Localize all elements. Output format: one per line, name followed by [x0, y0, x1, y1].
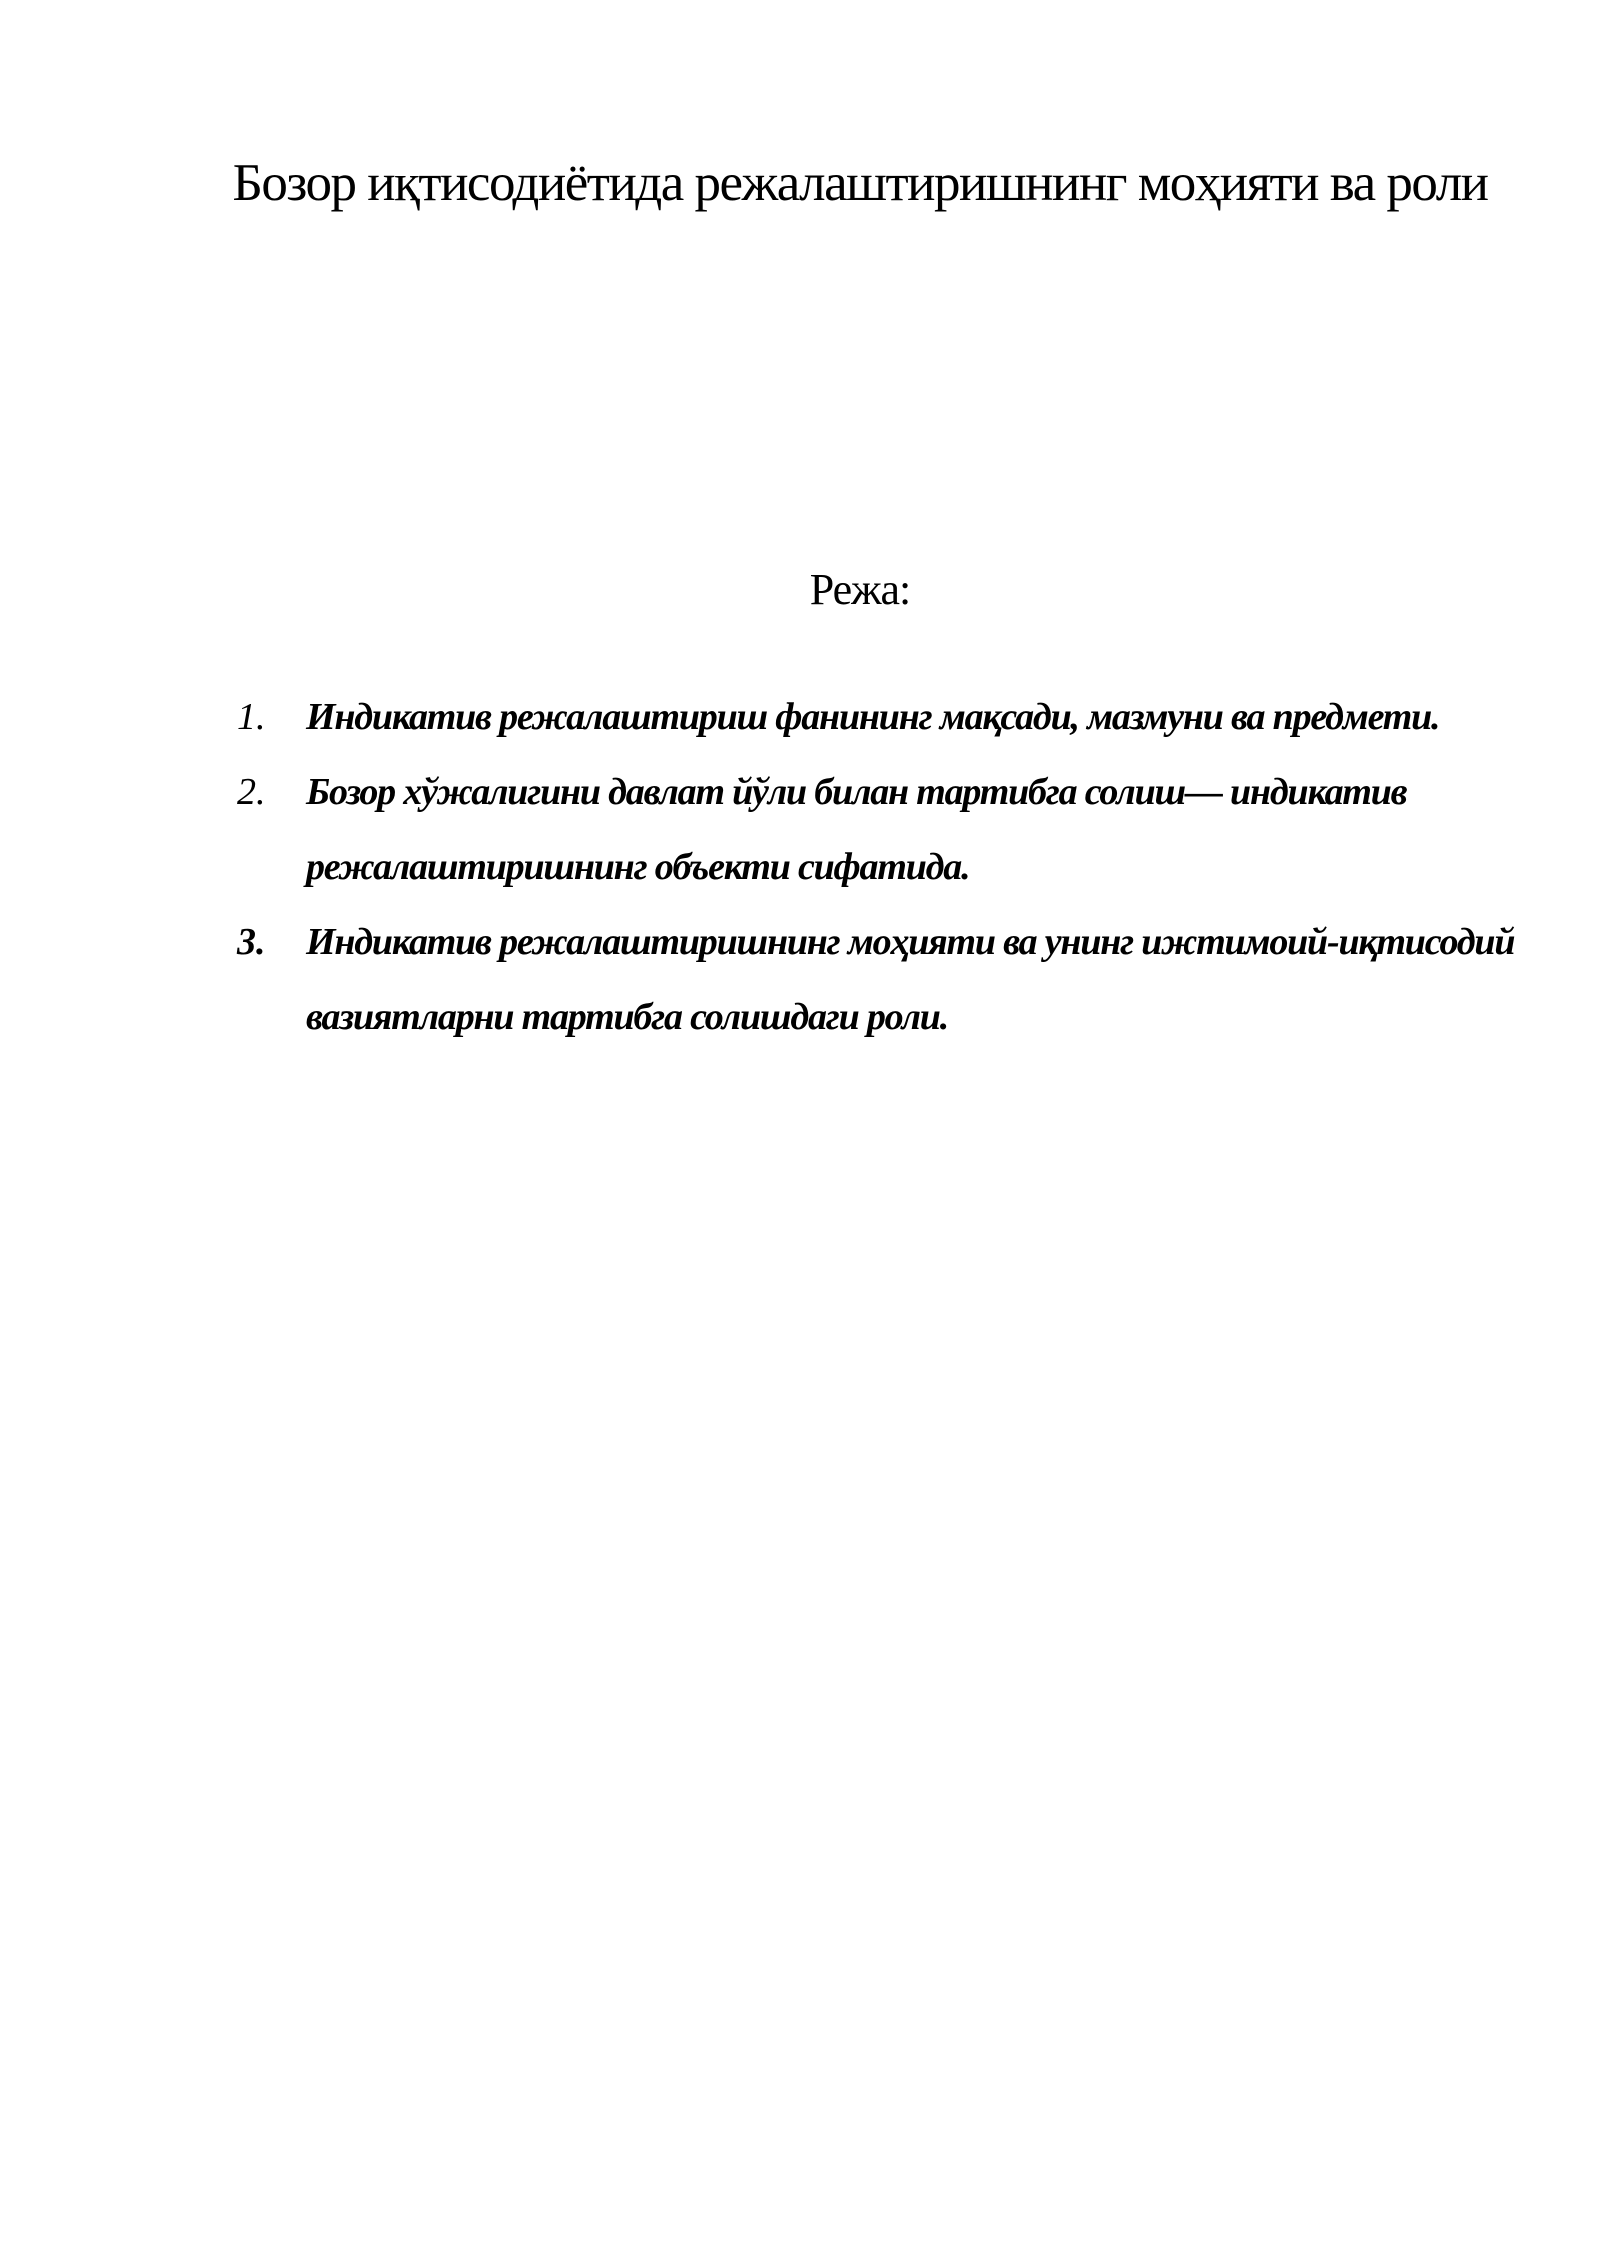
plan-item-2 [230, 755, 1520, 905]
plan-item-1 [230, 680, 1520, 755]
plan-heading: Режа: [809, 565, 911, 614]
plan-item-number: 3. [237, 921, 266, 963]
plan-item-number: 2. [237, 771, 266, 813]
plan-list [230, 680, 1520, 1055]
document-title: Бозор иқтисодиётида режалаштиришнинг моҳияти ва роли [232, 154, 1488, 212]
plan-item-text: Бозор хўжалигини давлат йўли билан тартибга солиш— индикатив режалаштиришнинг объекти сифатида. [306, 771, 1407, 888]
plan-item-text: Индикатив режалаштиришнинг моҳияти ва унинг ижтимоий-иқтисодий вазиятларни тартибга солишдаги роли. [306, 921, 1515, 1038]
plan-item-3 [230, 905, 1520, 1055]
plan-item-text: Индикатив режалаштириш фанининг мақсади, мазмуни ва предмети. [306, 696, 1440, 738]
plan-item-number: 1. [237, 696, 266, 738]
